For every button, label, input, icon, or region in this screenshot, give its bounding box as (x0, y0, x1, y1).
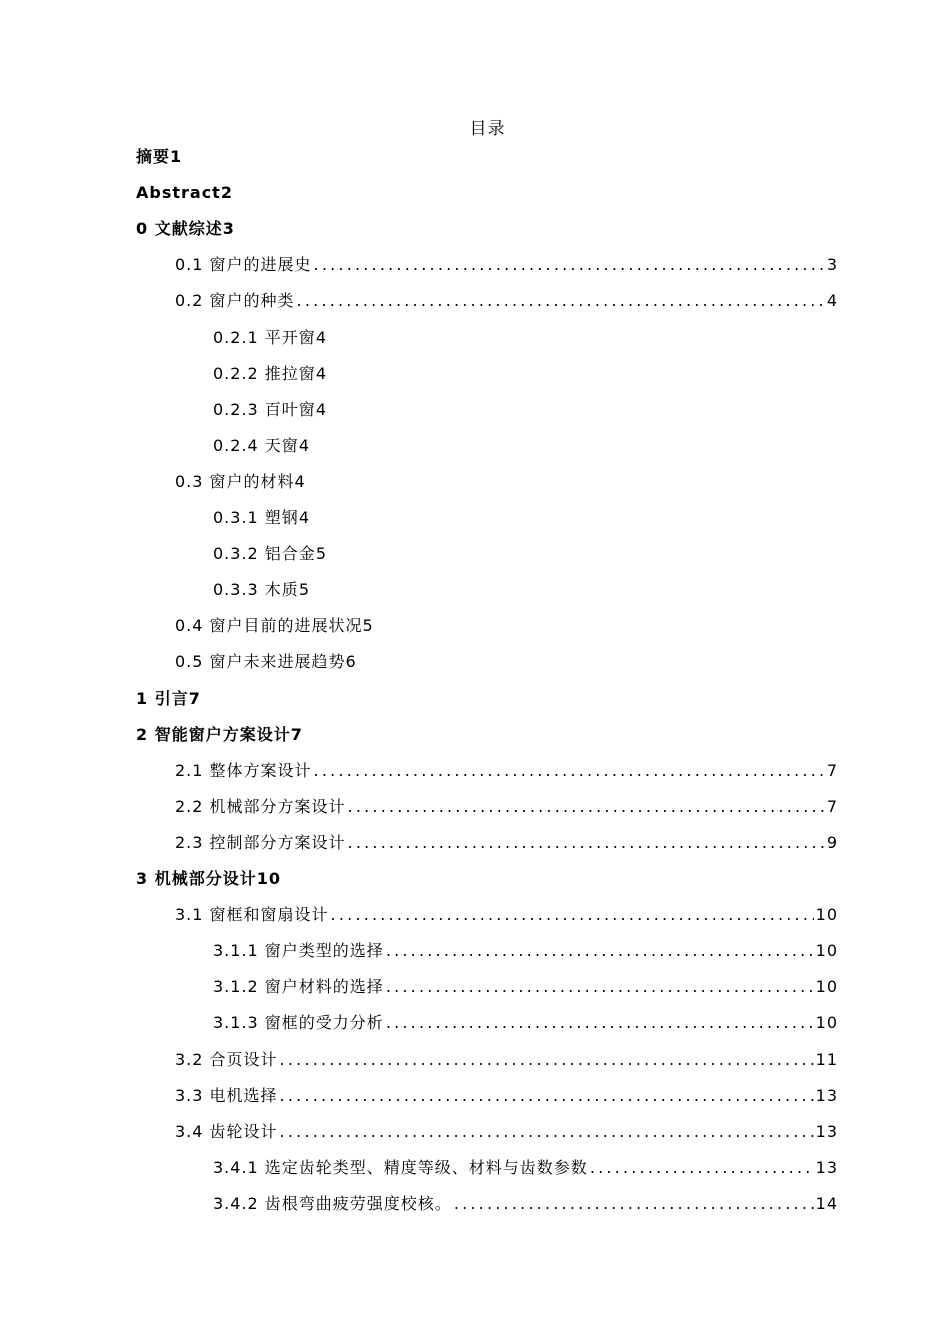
toc-entry[interactable] (136, 144, 182, 170)
toc-entry[interactable] (136, 180, 233, 206)
toc-entry[interactable] (175, 1119, 838, 1145)
toc-dot-leader (348, 794, 825, 820)
toc-entry-label: 0.5 窗户未来进展趋势 (175, 652, 346, 672)
toc-entry[interactable] (213, 1191, 838, 1217)
toc-entry-label: 0.2.3 百叶窗 (213, 399, 316, 419)
toc-entry[interactable] (213, 541, 327, 567)
toc-entry-label: 2.3 控制部分方案设计 (175, 832, 346, 852)
toc-entry-label: 0.2 窗户的种类 (175, 291, 295, 311)
toc-entry[interactable] (175, 613, 374, 639)
toc-entry-label: 0.3.1 塑钢 (213, 508, 299, 527)
toc-entry[interactable] (175, 758, 838, 784)
toc-entry-page-number: 7 (188, 688, 201, 708)
toc-entry-page-number: 4 (294, 471, 306, 491)
toc-title: 目录 (469, 119, 506, 139)
toc-entry[interactable] (175, 830, 838, 856)
toc-entry-page-number: 1 (170, 147, 183, 166)
toc-entry-label: 3.4 齿轮设计 (175, 1121, 278, 1141)
toc-entry-page-number: 5 (362, 616, 374, 636)
toc-dot-leader (280, 1119, 814, 1145)
toc-entry[interactable] (136, 216, 235, 242)
toc-entry[interactable] (213, 577, 310, 603)
toc-entry-label: 1 引言 (136, 688, 189, 708)
toc-entry-label: 3.1 窗框和窗扇设计 (175, 905, 329, 925)
toc-entry[interactable] (213, 397, 327, 423)
toc-dot-leader (314, 252, 825, 278)
toc-entry-page-number: 4 (315, 363, 327, 383)
toc-entry-label: 0.1 窗户的进展史 (175, 255, 312, 275)
toc-entry-page-number: 9 (826, 832, 838, 852)
toc-entry[interactable] (213, 325, 327, 351)
toc-dot-leader (454, 1191, 814, 1217)
toc-entry-page-number: 13 (815, 1157, 838, 1177)
toc-entry-page-number: 13 (815, 1121, 838, 1141)
toc-entry-label: 0.2.4 天窗 (213, 435, 299, 455)
toc-entry-page-number: 4 (315, 399, 327, 419)
toc-entry-page-number: 5 (315, 544, 327, 564)
toc-dot-leader (348, 830, 825, 856)
toc-entry-page-number: 4 (298, 435, 310, 455)
toc-entry[interactable] (213, 505, 310, 531)
toc-entry[interactable] (213, 1010, 838, 1036)
toc-entry-page-number: 10 (815, 905, 838, 925)
toc-entry[interactable] (175, 252, 838, 278)
toc-entry-label: 摘要 (136, 147, 171, 166)
toc-dot-leader (386, 938, 814, 964)
toc-entry[interactable] (213, 938, 838, 964)
toc-entry-page-number: 13 (815, 1085, 838, 1105)
toc-entry-page-number: 5 (298, 580, 310, 600)
toc-entry-page-number: 2 (220, 183, 233, 203)
toc-entry-page-number: 4 (315, 327, 327, 347)
toc-entry[interactable] (175, 794, 838, 820)
toc-entry-label: 0.3 窗户的材料 (175, 471, 295, 491)
toc-entry-label: 3.1.2 窗户材料的选择 (213, 977, 384, 997)
toc-entry-label: 0.3.2 铝合金 (213, 544, 316, 564)
toc-entry-label: 3.2 合页设计 (175, 1049, 278, 1069)
toc-entry-label: 0.3.3 木质 (213, 580, 299, 600)
toc-entry-page-number: 4 (298, 508, 310, 527)
toc-entry-label: 3 机械部分设计 (136, 869, 257, 888)
toc-entry[interactable] (175, 1083, 838, 1109)
toc-entry[interactable] (213, 433, 310, 459)
toc-entry-label: 3.1.1 窗户类型的选择 (213, 941, 384, 961)
toc-dot-leader (280, 1047, 814, 1073)
toc-entry-page-number: 11 (815, 1049, 838, 1069)
toc-entry-page-number: 4 (826, 291, 838, 311)
toc-entry-label: 0.2.2 推拉窗 (213, 363, 316, 383)
toc-dot-leader (314, 758, 825, 784)
toc-entry-page-number: 10 (256, 869, 281, 888)
toc-entry[interactable] (136, 686, 201, 712)
toc-entry[interactable] (213, 974, 838, 1000)
toc-entry-page-number: 10 (815, 941, 838, 961)
toc-entry-label: 3.3 电机选择 (175, 1085, 278, 1105)
toc-entry-page-number: 7 (826, 760, 838, 780)
toc-entry[interactable] (175, 649, 357, 675)
toc-entry-page-number: 3 (826, 255, 838, 275)
toc-entry-page-number: 14 (815, 1193, 838, 1213)
toc-entry[interactable] (175, 288, 838, 314)
toc-entry-page-number: 6 (345, 652, 357, 672)
toc-entry-page-number: 3 (222, 219, 235, 239)
toc-entry-label: 0.4 窗户目前的进展状况 (175, 616, 363, 636)
toc-entry-label: 2.1 整体方案设计 (175, 760, 312, 780)
toc-entry[interactable] (175, 1047, 838, 1073)
toc-entry-label: 0.2.1 平开窗 (213, 327, 316, 347)
toc-entry-label: 3.4.1 选定齿轮类型、精度等级、材料与齿数参数 (213, 1157, 588, 1177)
toc-entry[interactable] (213, 361, 327, 387)
toc-dot-leader (331, 902, 814, 928)
toc-dot-leader (386, 1010, 814, 1036)
toc-dot-leader (280, 1083, 814, 1109)
toc-dot-leader (386, 974, 814, 1000)
toc-entry-label: 0 文献综述 (136, 219, 223, 239)
toc-entry-label: Abstract (136, 183, 221, 203)
toc-entry[interactable] (175, 469, 306, 495)
toc-entry[interactable] (136, 722, 303, 748)
toc-dot-leader (297, 288, 825, 314)
toc-entry[interactable] (136, 866, 281, 892)
toc-entry-page-number: 7 (826, 796, 838, 816)
toc-entry[interactable] (213, 1155, 838, 1181)
toc-entry-page-number: 10 (815, 977, 838, 997)
toc-entry-label: 2 智能窗户方案设计 (136, 724, 291, 744)
toc-entry-label: 2.2 机械部分方案设计 (175, 796, 346, 816)
toc-entry-page-number: 7 (290, 724, 303, 744)
toc-entry-label: 3.1.3 窗框的受力分析 (213, 1013, 384, 1033)
toc-entry-label: 3.4.2 齿根弯曲疲劳强度校核。 (213, 1193, 452, 1213)
toc-entry-page-number: 10 (815, 1013, 838, 1033)
toc-dot-leader (590, 1155, 814, 1181)
toc-entry[interactable] (175, 902, 838, 928)
